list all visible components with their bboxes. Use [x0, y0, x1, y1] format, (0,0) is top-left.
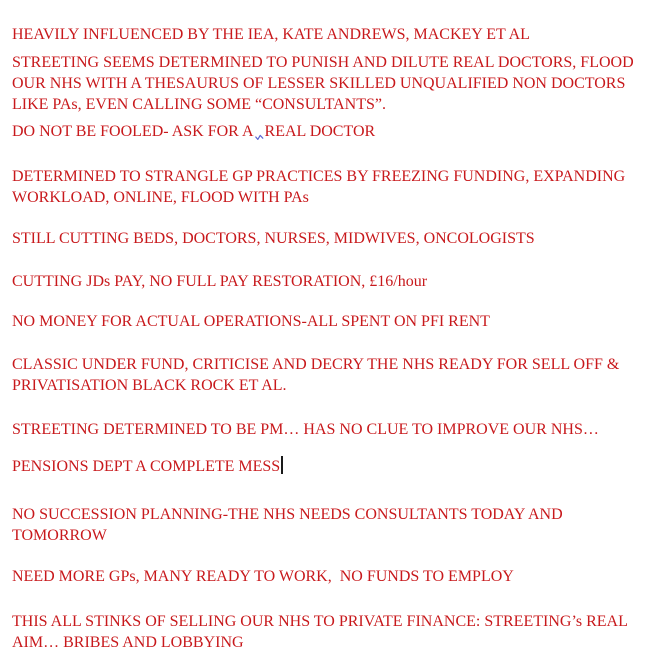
text-line[interactable]: AIM… BRIBES AND LOBBYING — [12, 634, 244, 651]
paragraph[interactable] — [12, 354, 635, 396]
paragraph[interactable] — [12, 166, 635, 208]
paragraph[interactable] — [12, 566, 635, 587]
paragraph[interactable] — [12, 504, 635, 546]
text-line[interactable]: NO SUCCESSION PLANNING-THE NHS NEEDS CONSULTANTS TODAY AND — [12, 506, 563, 523]
paragraph[interactable] — [12, 24, 635, 45]
text-segment: PENSIONS DEPT A COMPLETE MESS — [12, 458, 281, 475]
text-line[interactable] — [12, 121, 635, 142]
text-line[interactable]: DETERMINED TO STRANGLE GP PRACTICES BY FREEZING FUNDING, EXPANDING — [12, 168, 626, 185]
text-line[interactable]: TOMORROW — [12, 527, 107, 544]
text-line[interactable]: HEAVILY INFLUENCED BY THE IEA, KATE ANDREWS, MACKEY ET AL — [12, 26, 530, 43]
paragraph[interactable] — [12, 271, 635, 292]
text-line[interactable]: PRIVATISATION BLACK ROCK ET AL. — [12, 377, 287, 394]
text-line[interactable]: CLASSIC UNDER FUND, CRITICISE AND DECRY THE NHS READY FOR SELL OFF & — [12, 356, 620, 373]
paragraph[interactable] — [12, 311, 635, 332]
text-line[interactable]: NEED MORE GPs, MANY READY TO WORK, NO FUNDS TO EMPLOY — [12, 568, 514, 585]
text-line[interactable]: NO MONEY FOR ACTUAL OPERATIONS-ALL SPENT ON PFI RENT — [12, 313, 490, 330]
paragraph[interactable] — [12, 121, 635, 142]
paragraph[interactable] — [12, 456, 635, 477]
grammar-squiggle-icon — [254, 122, 265, 136]
text-line[interactable]: OUR NHS WITH A THESAURUS OF LESSER SKILLED UNQUALIFIED NON DOCTORS — [12, 75, 626, 92]
text-line[interactable]: LIKE PAs, EVEN CALLING SOME “CONSULTANTS”. — [12, 96, 386, 113]
text-caret — [281, 456, 283, 474]
paragraph[interactable] — [12, 611, 635, 653]
text-line[interactable]: STILL CUTTING BEDS, DOCTORS, NURSES, MIDWIVES, ONCOLOGISTS — [12, 230, 535, 247]
text-line[interactable] — [12, 456, 635, 477]
paragraph[interactable] — [12, 419, 635, 440]
text-line[interactable]: STREETING SEEMS DETERMINED TO PUNISH AND DILUTE REAL DOCTORS, FLOOD — [12, 54, 634, 71]
text-line[interactable]: CUTTING JDs PAY, NO FULL PAY RESTORATION, £16/hour — [12, 273, 428, 290]
text-segment: DO NOT BE FOOLED- ASK FOR A — [12, 123, 254, 140]
text-line[interactable]: WORKLOAD, ONLINE, FLOOD WITH PAs — [12, 189, 309, 206]
text-segment: REAL DOCTOR — [264, 123, 376, 140]
text-line[interactable]: STREETING DETERMINED TO BE PM… HAS NO CLUE TO IMPROVE OUR NHS… — [12, 421, 599, 438]
text-line[interactable]: THIS ALL STINKS OF SELLING OUR NHS TO PRIVATE FINANCE: STREETING’s REAL — [12, 613, 628, 630]
paragraph[interactable] — [12, 52, 635, 115]
paragraph[interactable] — [12, 228, 635, 249]
